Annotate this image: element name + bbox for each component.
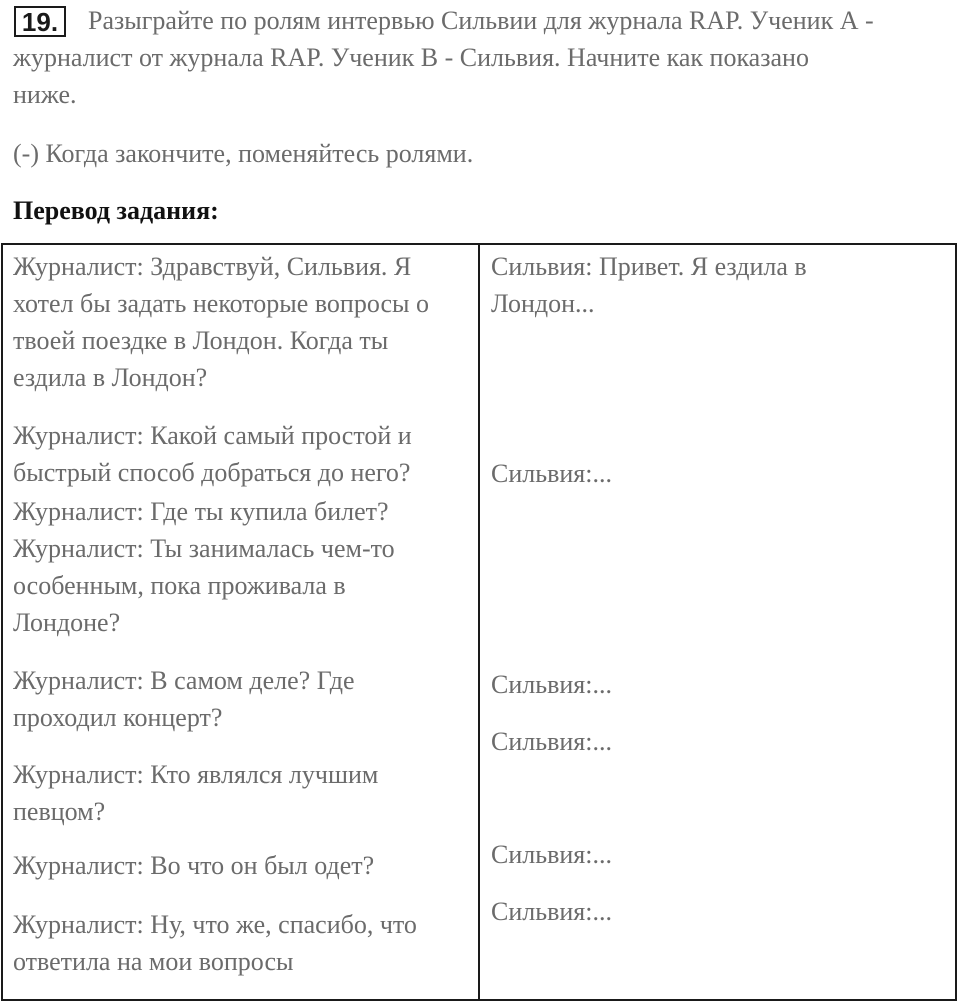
journalist-line: Журналист: Ну, что же, спасибо, что bbox=[13, 910, 417, 939]
instruction-line-3: ниже. bbox=[13, 80, 77, 109]
journalist-line: особенным, пока проживала в bbox=[13, 571, 346, 600]
journalist-line: проходил концерт? bbox=[13, 703, 223, 732]
sylvia-line: Сильвия: Привет. Я ездила в bbox=[491, 252, 807, 281]
journalist-line: ездила в Лондон? bbox=[13, 363, 208, 392]
journalist-line: Журналист: Во что он был одет? bbox=[13, 851, 375, 880]
journalist-line: Журналист: Здравствуй, Сильвия. Я bbox=[13, 252, 412, 281]
sylvia-line: Лондон... bbox=[491, 289, 595, 318]
journalist-line: Журналист: Где ты купила билет? bbox=[13, 497, 389, 526]
journalist-line: Журналист: В самом деле? Где bbox=[13, 666, 355, 695]
instruction-line-2: журналист от журнала RAP. Ученик B - Сильвия. Начните как показано bbox=[13, 43, 809, 72]
table-column-divider bbox=[478, 243, 480, 1001]
journalist-line: быстрый способ добраться до него? bbox=[13, 458, 411, 487]
journalist-line: Журналист: Кто являлся лучшим bbox=[13, 760, 379, 789]
journalist-line: твоей поездке в Лондон. Когда ты bbox=[13, 326, 389, 355]
journalist-line: хотел бы задать некоторые вопросы о bbox=[13, 289, 429, 318]
journalist-line: ответила на мои вопросы bbox=[13, 947, 294, 976]
sylvia-line: Сильвия:... bbox=[491, 840, 612, 869]
translation-heading: Перевод задания: bbox=[13, 196, 219, 225]
instruction-line-1: Разыграйте по ролям интервью Сильвии для журнала RAP. Ученик А - bbox=[88, 6, 874, 35]
journalist-line: Журналист: Какой самый простой и bbox=[13, 421, 412, 450]
task-number: 19. bbox=[21, 7, 59, 37]
journalist-line: певцом? bbox=[13, 797, 106, 826]
task-number-box bbox=[14, 6, 66, 37]
role-swap-note: (-) Когда закончите, поменяйтесь ролями. bbox=[13, 139, 474, 168]
journalist-line: Лондоне? bbox=[13, 608, 121, 637]
sylvia-line: Сильвия:... bbox=[491, 670, 612, 699]
sylvia-line: Сильвия:... bbox=[491, 727, 612, 756]
sylvia-line: Сильвия:... bbox=[491, 897, 612, 926]
sylvia-line: Сильвия:... bbox=[491, 459, 612, 488]
journalist-line: Журналист: Ты занималась чем-то bbox=[13, 534, 395, 563]
